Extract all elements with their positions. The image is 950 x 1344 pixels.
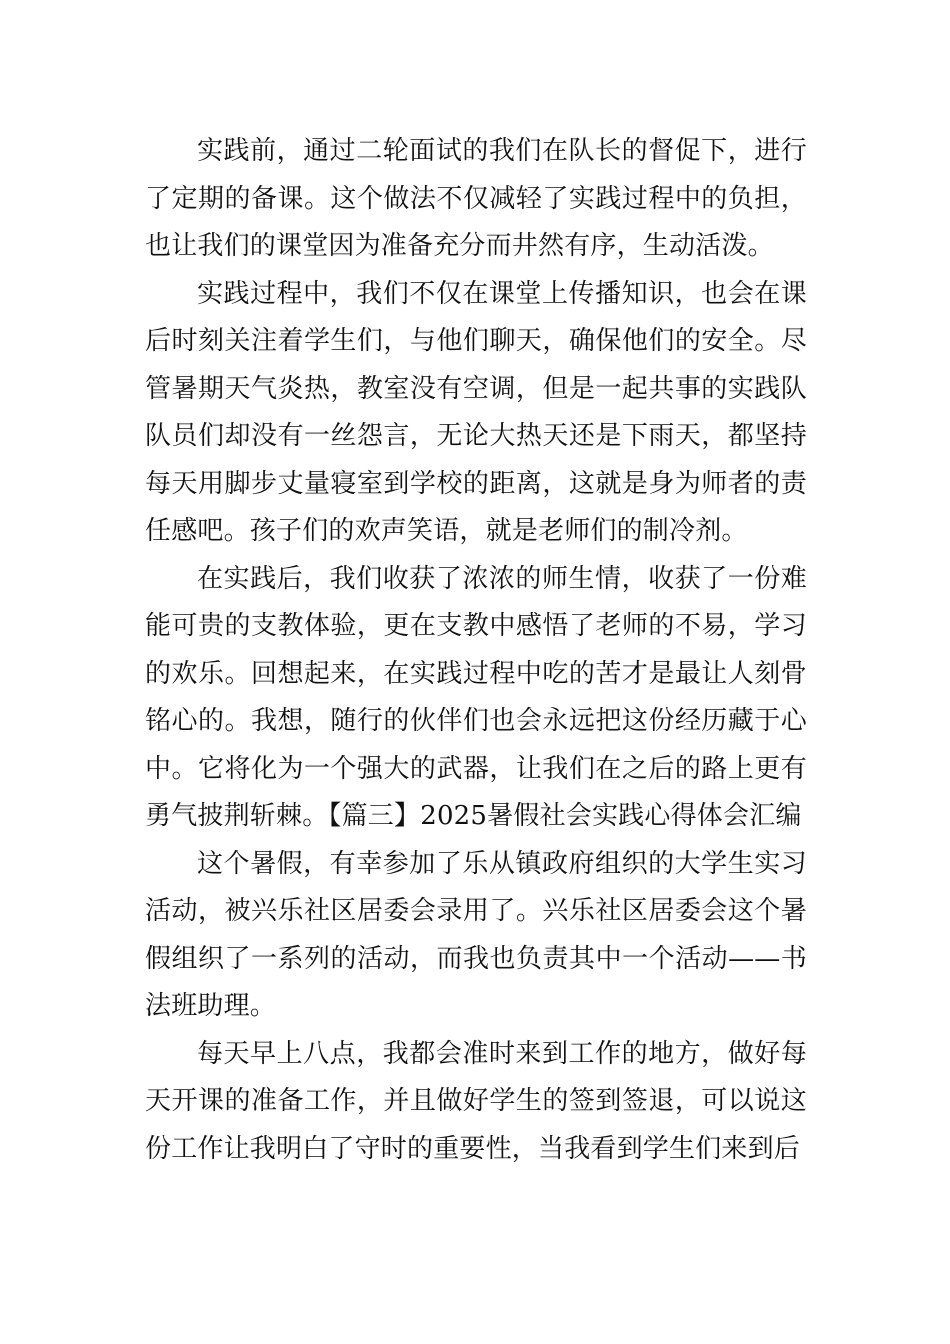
paragraph: 实践过程中，我们不仅在课堂上传播知识，也会在课后时刻关注着学生们，与他们聊天，确保他们的安全。尽管暑期天气炎热，教室没有空调，但是一起共事的实践队队员们却没有一丝怨言，无论大热天还是下雨天，都坚持每天用脚步丈量寝室到学校的距离，这就是身为师者的责任感吧。孩子们的欢声笑语，就是老师们的制冷剂。 (145, 278, 807, 546)
document-body (145, 128, 807, 1173)
paragraph: 实践前，通过二轮面试的我们在队长的督促下，进行了定期的备课。这个做法不仅减轻了实践过程中的负担，也让我们的课堂因为准备充分而井然有序，生动活泼。 (145, 136, 807, 261)
paragraph: 这个暑假，有幸参加了乐从镇政府组织的大学生实习活动，被兴乐社区居委会录用了。兴乐社区居委会这个暑假组织了一系列的活动，而我也负责其中一个活动——书法班助理。 (145, 848, 807, 1021)
paragraph: 在实践后，我们收获了浓浓的师生情，收获了一份难能可贵的支教体验，更在支教中感悟了老师的不易，学习的欢乐。回想起来，在实践过程中吃的苦才是最让人刻骨铭心的。我想，随行的伙伴们也会永远把这份经历藏于心中。它将化为一个强大的武器，让我们在之后的路上更有勇气披荆斩棘。【篇三】2025暑假社会实践心得体会汇编 (145, 563, 807, 831)
paragraph: 每天早上八点，我都会准时来到工作的地方，做好每天开课的准备工作，并且做好学生的签到签退，可以说这份工作让我明白了守时的重要性，当我看到学生们来到后 (145, 1038, 807, 1164)
